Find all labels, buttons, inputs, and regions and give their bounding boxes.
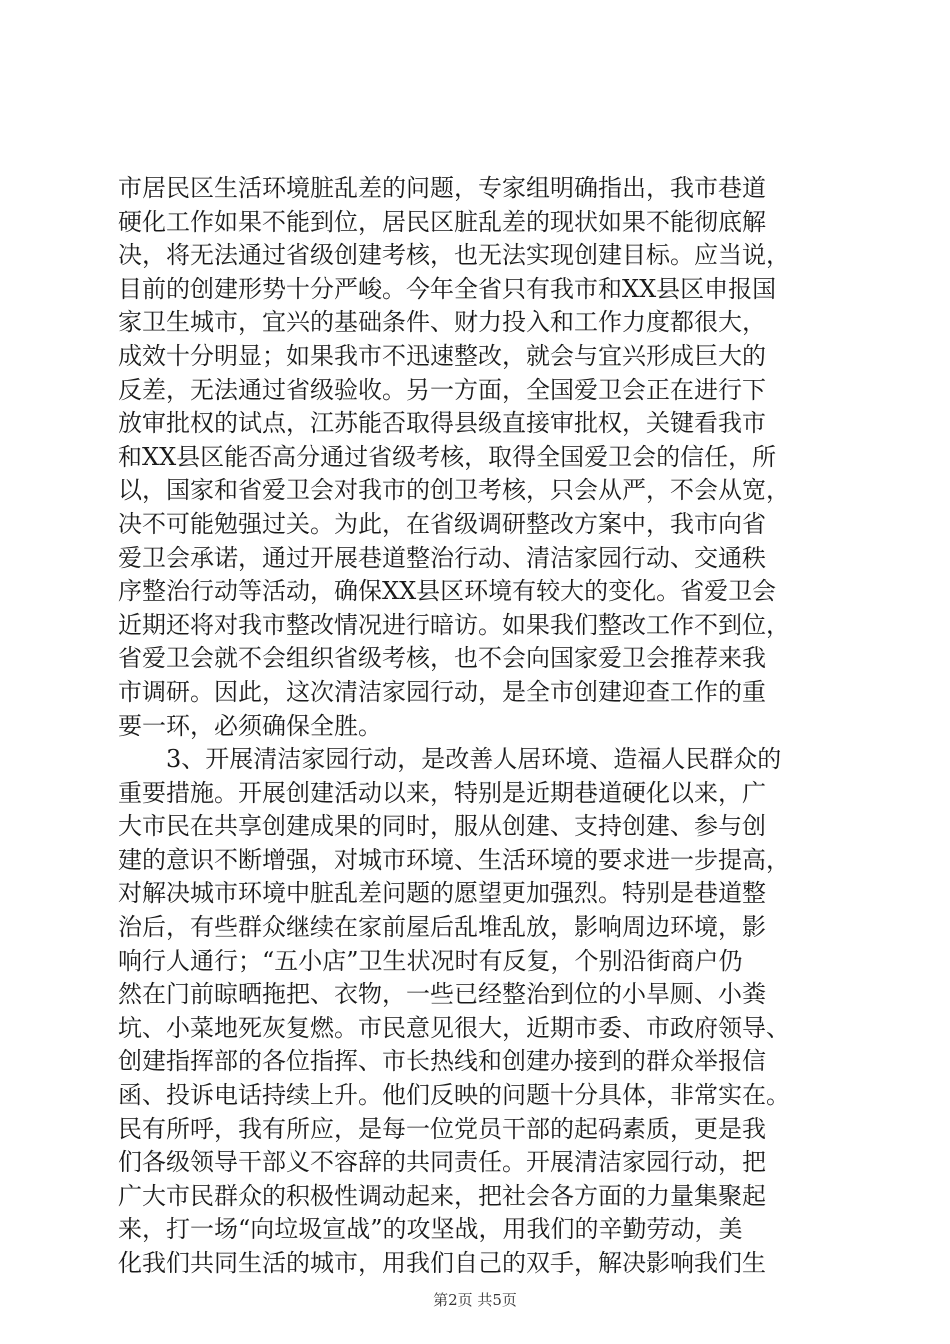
text-line: 硬化工作如果不能到位，居民区脏乱差的现状如果不能彻底解 — [118, 207, 766, 236]
text-line: 们各级领导干部义不容辞的共同责任。开展清洁家园行动，把 — [118, 1148, 766, 1177]
text-line: 和XX县区能否高分通过省级考核，取得全国爱卫会的信任，所 — [118, 442, 777, 471]
text-line: 来，打一场“向垃圾宣战”的攻坚战，用我们的辛勤劳动，美 — [118, 1215, 743, 1244]
text-line: 序整治行动等活动，确保XX县区环境有较大的变化。省爱卫会 — [118, 577, 777, 606]
text-line: 要一环，必须确保全胜。 — [118, 711, 382, 740]
text-line: 治后，有些群众继续在家前屋后乱堆乱放，影响周边环境，影 — [118, 913, 766, 942]
text-line: 以，国家和省爱卫会对我市的创卫考核，只会从严，不会从宽， — [118, 476, 790, 505]
text-line: 创建指挥部的各位指挥、市长热线和创建办接到的群众举报信 — [118, 1047, 766, 1076]
text-line: 响行人通行；“五小店”卫生状况时有反复，个别沿街商户仍 — [118, 946, 743, 975]
text-line: 对解决城市环境中脏乱差问题的愿望更加强烈。特别是巷道整 — [118, 879, 766, 908]
text-line: 决，将无法通过省级创建考核，也无法实现创建目标。应当说， — [118, 241, 790, 270]
text-line: 市调研。因此，这次清洁家园行动，是全市创建迎查工作的重 — [118, 677, 766, 706]
text-line: 决不可能勉强过关。为此，在省级调研整改方案中，我市向省 — [118, 509, 766, 538]
text-line: 3、开展清洁家园行动，是改善人居环境、造福人民群众的 — [118, 745, 782, 774]
text-line: 反差，无法通过省级验收。另一方面，全国爱卫会正在进行下 — [118, 375, 766, 404]
text-line: 成效十分明显；如果我市不迅速整改，就会与宜兴形成巨大的 — [118, 341, 766, 370]
text-line: 近期还将对我市整改情况进行暗访。如果我们整改工作不到位， — [118, 610, 790, 639]
text-line: 重要措施。开展创建活动以来，特别是近期巷道硬化以来，广 — [118, 778, 766, 807]
page-footer: 第2页 共5页 — [433, 1291, 517, 1309]
text-line: 省爱卫会就不会组织省级考核，也不会向国家爱卫会推荐来我 — [118, 644, 766, 673]
text-line: 然在门前晾晒拖把、衣物，一些已经整治到位的小旱厕、小粪 — [118, 980, 766, 1009]
text-line: 目前的创建形势十分严峻。今年全省只有我市和XX县区申报国 — [118, 274, 777, 303]
text-line: 市居民区生活环境脏乱差的问题，专家组明确指出，我市巷道 — [118, 174, 766, 202]
text-line: 民有所呼，我有所应，是每一位党员干部的起码素质，更是我 — [118, 1114, 766, 1143]
body-text — [118, 172, 838, 1281]
text-line: 家卫生城市，宜兴的基础条件、财力投入和工作力度都很大， — [118, 308, 766, 337]
text-line: 爱卫会承诺，通过开展巷道整治行动、清洁家园行动、交通秩 — [118, 543, 766, 572]
text-line: 化我们共同生活的城市，用我们自己的双手，解决影响我们生 — [118, 1249, 766, 1277]
text-line: 坑、小菜地死灰复燃。市民意见很大，近期市委、市政府领导、 — [118, 1013, 790, 1042]
text-line: 广大市民群众的积极性调动起来，把社会各方面的力量集聚起 — [118, 1181, 766, 1210]
text-line: 函、投诉电话持续上升。他们反映的问题十分具体，非常实在。 — [118, 1081, 790, 1110]
text-line: 大市民在共享创建成果的同时，服从创建、支持创建、参与创 — [118, 812, 766, 841]
text-line: 建的意识不断增强，对城市环境、生活环境的要求进一步提高， — [118, 845, 790, 874]
text-line: 放审批权的试点，江苏能否取得县级直接审批权，关键看我市 — [118, 409, 766, 438]
